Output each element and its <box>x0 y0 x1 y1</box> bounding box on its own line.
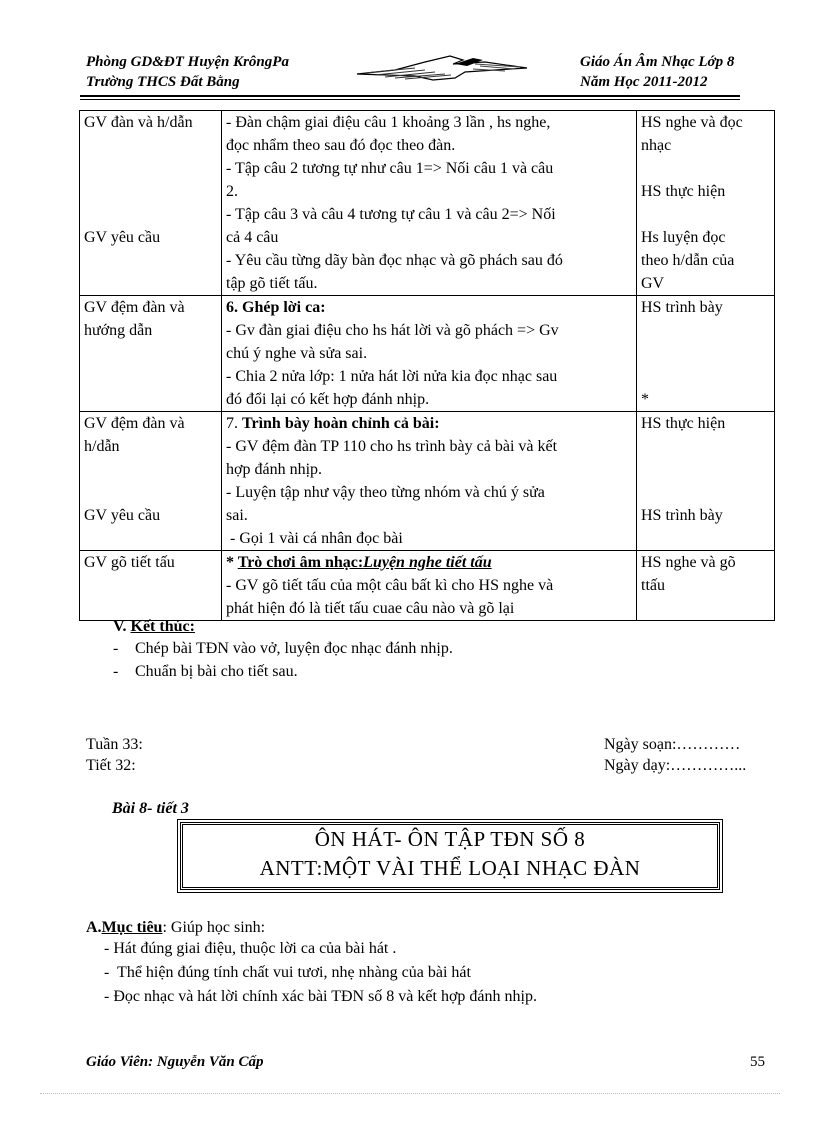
content-cell: - Đàn chậm giai điệu câu 1 khoảng 3 lần , hs nghe, đọc nhẩm theo sau đó đọc theo đàn. - Tập câu 2 tương tự như câu 1=> Nối câu 1 và câu 2. - Tập câu 3 và câu 4 tương tự câu 1 và câu 2=> Nối cả 4 câu - Yêu cầu từng dãy bàn đọc nhạc và gõ phách sau đó tập gõ tiết tấu. <box>222 111 637 296</box>
header-rule-thin <box>80 99 740 100</box>
list-item: - Thể hiện đúng tính chất vui tươi, nhẹ nhàng của bài hát <box>104 964 471 981</box>
header-left <box>86 52 289 92</box>
week-label: Tuần 33: <box>86 736 143 753</box>
section-heading: * Trò chơi âm nhạc:Luyện nghe tiết tấu <box>226 554 492 571</box>
teacher-activity-cell: GV đệm đàn và h/dẫn GV yêu cầu <box>80 412 222 551</box>
header-school: Trường THCS Đất Bằng <box>86 74 240 90</box>
prep-date-label: Ngày soạn:………… <box>604 736 741 753</box>
section-ket-thuc-heading: V. Kết thúc: <box>113 618 195 635</box>
section-heading: 7. Trình bày hoàn chỉnh cả bài: <box>226 415 440 432</box>
student-activity-cell: HS trình bày * <box>637 296 775 412</box>
student-activity-cell: HS thực hiện HS trình bày <box>637 412 775 551</box>
list-item: - Chép bài TĐN vào vở, luyện đọc nhạc đánh nhịp. <box>113 640 453 657</box>
page-bottom-divider <box>40 1093 780 1094</box>
student-activity-cell: HS nghe và gõ ttấu <box>637 551 775 621</box>
table-row <box>80 412 775 551</box>
header-subject: Giáo Án Âm Nhạc Lớp 8 <box>580 54 735 70</box>
content-cell: * Trò chơi âm nhạc:Luyện nghe tiết tấu - GV gõ tiết tấu của một câu bất kì cho HS nghe và phát hiện đó là tiết tấu cuae câu nào và gõ lại <box>222 551 637 621</box>
student-activity-cell: HS nghe và đọc nhạc HS thực hiện Hs luyện đọc theo h/dẫn của GV <box>637 111 775 296</box>
teach-date-label: Ngày dạy:…………... <box>604 757 747 774</box>
list-item: - Đọc nhạc và hát lời chính xác bài TĐN số 8 và kết hợp đánh nhịp. <box>104 988 537 1005</box>
teacher-activity-cell: GV đệm đàn và hướng dẫn <box>80 296 222 412</box>
schedule-left <box>86 734 143 776</box>
lesson-title-line2: ANTT:MỘT VÀI THỂ LOẠI NHẠC ĐÀN <box>259 856 641 880</box>
content-cell: 6. Ghép lời ca: - Gv đàn giai điệu cho hs hát lời và gõ phách => Gv chú ý nghe và sửa sai. - Chia 2 nửa lớp: 1 nửa hát lời nửa kia đọc nhạc sau đó đổi lại có kết hợp đánh nhịp. <box>222 296 637 412</box>
header-right <box>580 52 734 92</box>
list-item: - Hát đúng giai điệu, thuộc lời ca của bài hát . <box>104 940 397 957</box>
teacher-activity-cell: GV đàn và h/dẫn GV yêu cầu <box>80 111 222 296</box>
decorative-swoosh-icon <box>355 48 530 86</box>
footer-teacher: Giáo Viên: Nguyễn Văn Cấp <box>86 1054 264 1070</box>
lesson-activity-table <box>79 110 775 621</box>
page-number: 55 <box>750 1054 765 1070</box>
table-row <box>80 111 775 296</box>
content-cell: 7. Trình bày hoàn chỉnh cả bài: - GV đệm đàn TP 110 cho hs trình bày cả bài và kết hợp đánh nhịp. - Luyện tập như vậy theo từng nhóm và chú ý sửa sai. - Gọi 1 vài cá nhân đọc bài <box>222 412 637 551</box>
lesson-title-line1: ÔN HÁT- ÔN TẬP TĐN SỐ 8 <box>314 827 586 851</box>
objectives-heading: A.Mục tiêu: Giúp học sinh: <box>86 919 266 936</box>
section-heading: 6. Ghép lời ca: <box>226 299 326 316</box>
lesson-title-box <box>180 822 720 890</box>
schedule-right <box>604 734 746 776</box>
teacher-activity-cell: GV gõ tiết tấu <box>80 551 222 621</box>
header-year: Năm Học 2011-2012 <box>580 74 708 90</box>
period-label: Tiết 32: <box>86 757 136 774</box>
table-row <box>80 551 775 621</box>
header-rule <box>80 95 740 97</box>
list-item: - Chuẩn bị bài cho tiết sau. <box>113 663 298 680</box>
table-row <box>80 296 775 412</box>
lesson-number: Bài 8- tiết 3 <box>112 800 189 817</box>
header-department: Phòng GD&ĐT Huyện KrôngPa <box>86 54 289 70</box>
